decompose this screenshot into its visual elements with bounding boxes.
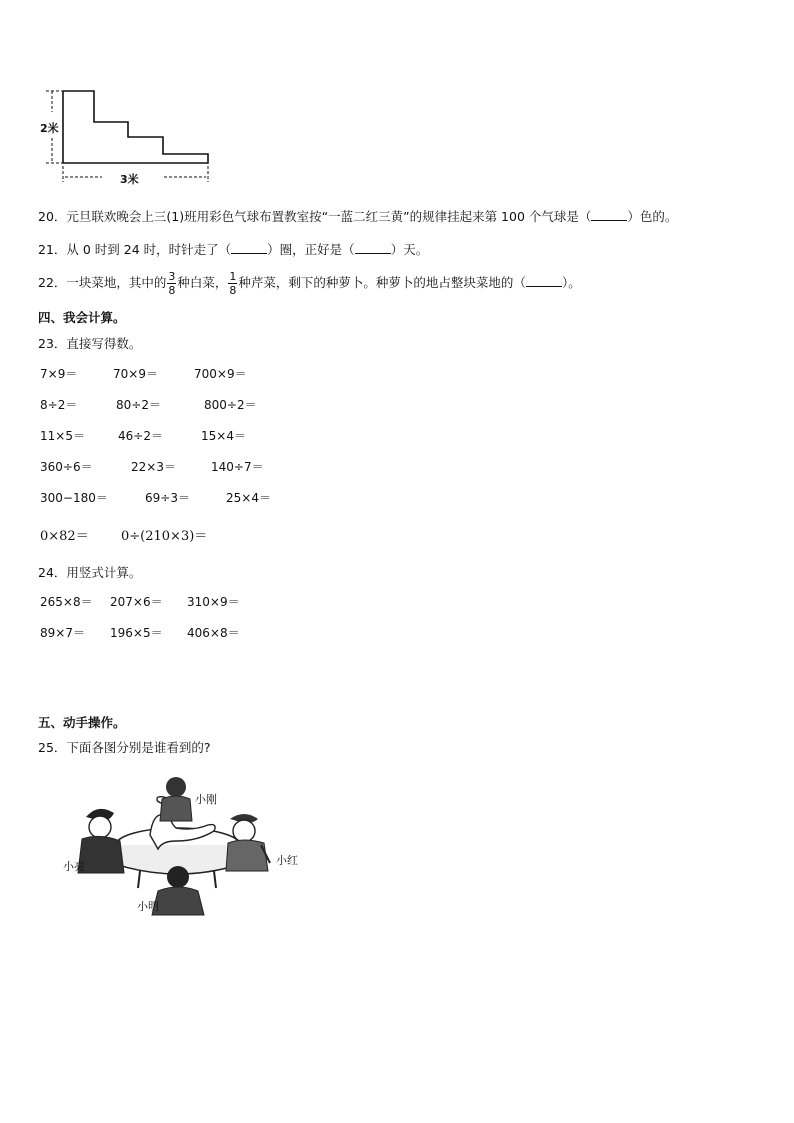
q23-r6c2: 0÷(210×3)＝ <box>121 529 208 544</box>
q24-title: 24．用竖式计算。 <box>38 565 142 580</box>
q23-r5c3: 25×4＝ <box>226 491 271 505</box>
q24-r1c3: 310×9＝ <box>187 595 240 609</box>
label-xiaoming: 小明 <box>137 900 159 913</box>
label-xiaoliang: 小亮 <box>63 860 85 873</box>
staircase-outline <box>63 91 208 163</box>
q24-r2c3: 406×8＝ <box>187 626 240 640</box>
q21-blank-1[interactable] <box>231 242 267 254</box>
q20-answer-blank[interactable] <box>591 209 627 221</box>
question-22 <box>38 268 581 298</box>
q23-r1c2: 70×9＝ <box>113 367 158 381</box>
q21-blank-2[interactable] <box>355 242 391 254</box>
q23-r1c1: 7×9＝ <box>40 367 78 381</box>
q23-r6c1: 0×82＝ <box>40 529 89 544</box>
question-20 <box>38 207 677 225</box>
children-around-table-illustration <box>58 773 308 923</box>
q24-r1c1: 265×8＝ <box>40 595 93 609</box>
q24-r2c1: 89×7＝ <box>40 626 85 640</box>
q23-r4c3: 140÷7＝ <box>211 460 264 474</box>
q23-r1c3: 700×9＝ <box>194 367 247 381</box>
q23-r5c2: 69÷3＝ <box>145 491 190 505</box>
q24-r1c2: 207×6＝ <box>110 595 163 609</box>
label-xiaogang: 小刚 <box>195 793 217 806</box>
q20-text-after: ）色的。 <box>627 209 678 224</box>
q23-r5c1: 300−180＝ <box>40 491 108 505</box>
q23-r3c3: 15×4＝ <box>201 429 246 443</box>
q21-part1: 21．从 0 时到 24 时，时针走了（ <box>38 242 232 257</box>
section-4-title: 四、我会计算。 <box>38 310 126 325</box>
q23-r3c1: 11×5＝ <box>40 429 85 443</box>
q23-r4c2: 22×3＝ <box>131 460 176 474</box>
fraction-three-eighths: $\frac{3}{8}$ <box>168 270 176 297</box>
q23-r4c1: 360÷6＝ <box>40 460 93 474</box>
q21-part2: ）圈，正好是（ <box>267 242 355 257</box>
q24-r2c2: 196×5＝ <box>110 626 163 640</box>
q23-r2c2: 80÷2＝ <box>116 398 161 412</box>
width-label: 3米 <box>120 173 139 186</box>
q25-title: 25．下面各图分别是谁看到的? <box>38 740 211 755</box>
fraction-one-eighth: $\frac{1}{8}$ <box>229 270 237 297</box>
q21-part3: ）天。 <box>390 242 429 257</box>
q22-p1: 22．一块菜地，其中的 <box>38 275 167 290</box>
section-5-title: 五、动手操作。 <box>38 715 126 730</box>
q22-p3: 种芹菜，剩下的种萝卜。种萝卜的地占整块菜地的（ <box>238 275 526 290</box>
q20-text-before: 20．元旦联欢晚会上三(1)班用彩色气球布置教室按“一蓝二红三黄”的规律挂起来第 100 个气球是（ <box>38 209 592 224</box>
q22-answer-blank[interactable] <box>526 275 562 287</box>
q23-r2c1: 8÷2＝ <box>40 398 78 412</box>
q23-r3c2: 46÷2＝ <box>118 429 163 443</box>
height-label: 2米 <box>40 122 59 135</box>
q23-title: 23．直接写得数。 <box>38 336 142 351</box>
q22-p2: 种白菜， <box>177 275 228 290</box>
q23-r2c3: 800÷2＝ <box>204 398 257 412</box>
q22-p4: ）。 <box>561 275 581 290</box>
question-21 <box>38 240 428 258</box>
label-xiaohong: 小红 <box>276 854 298 867</box>
